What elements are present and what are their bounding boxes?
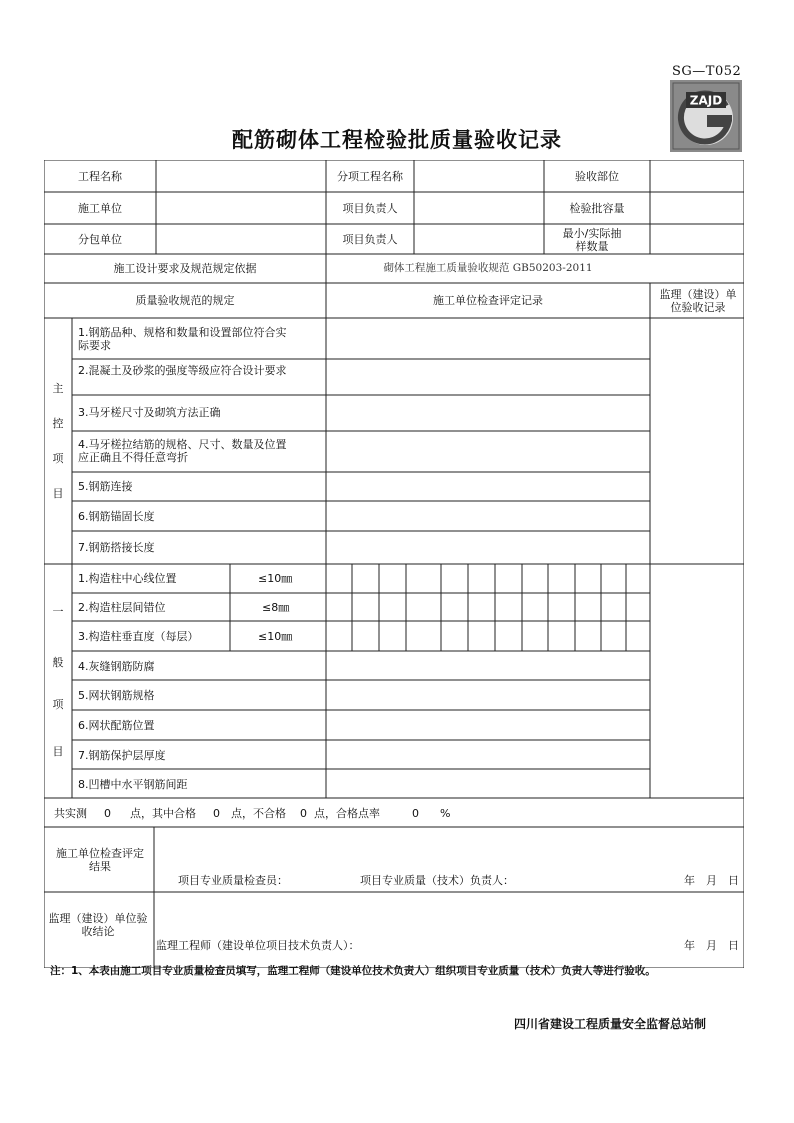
result-label: 施工单位检查评定结果 xyxy=(56,847,144,873)
general-item-1: 1.构造柱中心线位置 xyxy=(78,572,177,585)
main-items-label-2: 控 xyxy=(52,417,64,430)
main-items-label-4: 目 xyxy=(52,487,64,500)
project-manager-label-2: 项目负责人 xyxy=(342,233,398,246)
general-item-4: 4.灰缝钢筋防腐 xyxy=(78,660,155,673)
conclusion-label: 监理（建设）单位验收结论 xyxy=(48,912,148,938)
summary-rate: 0 xyxy=(412,807,419,820)
main-item-6: 6.钢筋锚固长度 xyxy=(78,510,155,523)
summary-rate-text: 点，合格点率 xyxy=(314,807,380,820)
main-item-1: 1.钢筋品种、规格和数量和设置部位符合实际要求 xyxy=(78,326,287,352)
summary-prefix: 共实测 xyxy=(54,807,87,820)
min-sample-label: 最小/实际抽样数量 xyxy=(562,227,622,253)
footnote: 注：1、本表由施工项目专业质量检查员填写，监理工程师（建设单位技术负责人）组织项目专业质量（技术）负责人等进行验收。 xyxy=(50,965,656,977)
supervisor-column-header: 监理（建设）单位验收记录 xyxy=(659,288,737,314)
summary-fail-text: 点，不合格 xyxy=(231,807,286,820)
general-item-3: 3.构造柱垂直度（每层） xyxy=(78,630,199,643)
logo-lettering: ZAJD xyxy=(689,93,723,108)
inspection-table xyxy=(44,160,744,968)
table-grid xyxy=(44,160,744,968)
tech-lead: 项目专业质量（技术）负责人： xyxy=(360,874,514,887)
general-item-3-limit: ≤10㎜ xyxy=(258,630,293,643)
basis-label: 施工设计要求及规范规定依据 xyxy=(113,262,257,275)
main-items-label-1: 主 xyxy=(52,382,64,395)
conclusion-date: 年 月 日 xyxy=(684,939,739,952)
basis-value: 砌体工程施工质量验收规范 GB50203-2011 xyxy=(383,262,593,274)
main-items-label-3: 项 xyxy=(52,452,64,465)
main-item-7: 7.钢筋搭接长度 xyxy=(78,541,155,554)
project-name-label: 工程名称 xyxy=(78,170,122,183)
main-item-5: 5.钢筋连接 xyxy=(78,480,133,493)
general-item-6: 6.网状配筋位置 xyxy=(78,719,155,732)
general-items-label-3: 项 xyxy=(52,698,64,711)
construction-unit-label: 施工单位 xyxy=(78,202,122,215)
supervising-engineer: 监理工程师（建设单位项目技术负责人）： xyxy=(156,939,360,952)
general-items-label-4: 目 xyxy=(52,745,64,758)
acceptance-part-label: 验收部位 xyxy=(575,170,619,183)
general-item-2: 2.构造柱层间错位 xyxy=(78,601,166,614)
general-item-5: 5.网状钢筋规格 xyxy=(78,689,155,702)
general-item-7: 7.钢筋保护层厚度 xyxy=(78,749,166,762)
sub-project-name-label: 分项工程名称 xyxy=(337,170,403,183)
summary-fail: 0 xyxy=(300,807,307,820)
main-item-4: 4.马牙槎拉结筋的规格、尺寸、数量及位置应正确且不得任意弯折 xyxy=(78,438,287,464)
subcontract-unit-label: 分包单位 xyxy=(78,233,122,246)
summary-pass-text: 点，其中合格 xyxy=(130,807,196,820)
form-code: SG—T052 xyxy=(672,64,742,79)
result-date: 年 月 日 xyxy=(684,874,739,887)
summary-total: 0 xyxy=(104,807,111,820)
general-item-1-limit: ≤10㎜ xyxy=(258,572,293,585)
record-column-header: 施工单位检查评定记录 xyxy=(433,294,543,307)
page-title: 配筋砌体工程检验批质量验收记录 xyxy=(232,128,562,152)
summary-percent: % xyxy=(440,807,451,820)
main-item-3: 3.马牙槎尺寸及砌筑方法正确 xyxy=(78,406,221,419)
general-items-label-2: 般 xyxy=(52,656,64,669)
general-items-label-1: 一 xyxy=(52,605,64,618)
project-manager-label: 项目负责人 xyxy=(342,202,398,215)
general-item-2-limit: ≤8㎜ xyxy=(262,601,290,614)
issuer: 四川省建设工程质量安全监督总站制 xyxy=(514,1017,707,1031)
main-item-2: 2.混凝土及砂浆的强度等级应符合设计要求 xyxy=(78,364,287,377)
general-item-8: 8.凹槽中水平钢筋间距 xyxy=(78,778,188,791)
batch-capacity-label: 检验批容量 xyxy=(569,202,625,215)
summary-pass: 0 xyxy=(213,807,220,820)
spec-column-header: 质量验收规范的规定 xyxy=(135,294,235,307)
quality-inspector: 项目专业质量检查员： xyxy=(178,874,288,887)
